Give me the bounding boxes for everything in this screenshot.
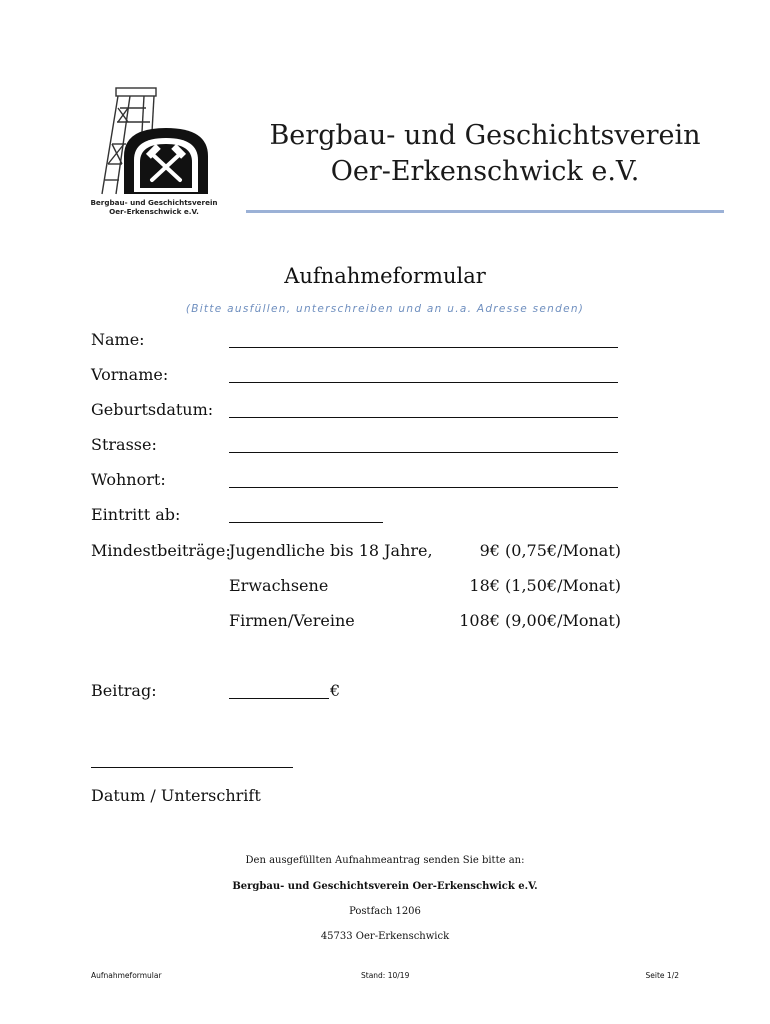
footer-instruction: Den ausgefüllten Aufnahmeantrag senden Sie bitte an:	[245, 855, 525, 866]
page-footer-right: Seite 1/2	[645, 971, 679, 980]
footer-org: Bergbau- und Geschichtsverein Oer-Erkenschwick e.V.	[232, 881, 538, 892]
signature-line[interactable]	[91, 767, 293, 768]
field-label-strasse: Strasse:	[91, 435, 157, 454]
field-label-eintritt: Eintritt ab:	[91, 505, 181, 524]
fee-amount: 18€ (1,50€/Monat)	[469, 576, 621, 595]
beitrag-label: Beitrag:	[91, 681, 157, 700]
fee-amount: 108€ (9,00€/Monat)	[459, 611, 621, 630]
field-label-geburtsdatum: Geburtsdatum:	[91, 400, 214, 419]
club-logo	[90, 84, 222, 224]
signature-label: Datum / Unterschrift	[91, 786, 261, 805]
footer-city: 45733 Oer-Erkenschwick	[320, 931, 450, 942]
fee-category: Jugendliche bis 18 Jahre,	[229, 541, 433, 560]
fee-category: Erwachsene	[229, 576, 329, 595]
header-title-line2: Oer-Erkenschwick e.V.	[330, 156, 640, 187]
header-divider	[246, 210, 724, 213]
field-label-vorname: Vorname:	[91, 365, 169, 384]
fee-amount: 9€ (0,75€/Monat)	[479, 541, 621, 560]
page-footer-center: Stand: 10/19	[361, 971, 410, 980]
wohnort-line[interactable]	[229, 487, 618, 488]
vorname-line[interactable]	[229, 382, 618, 383]
header-title-line1: Bergbau- und Geschichtsverein	[269, 120, 701, 151]
fees-label: Mindestbeiträge:	[91, 541, 231, 560]
field-label-name: Name:	[91, 330, 145, 349]
eintritt-line[interactable]	[229, 522, 383, 523]
form-instructions: (Bitte ausfüllen, unterschreiben und an u.a. Adresse senden)	[185, 303, 585, 315]
form-title: Aufnahmeformular	[284, 264, 486, 288]
mine-headframe-icon	[90, 84, 222, 202]
strasse-line[interactable]	[229, 452, 618, 453]
logo-caption-line2: Oer-Erkenschwick e.V.	[109, 207, 199, 216]
field-label-wohnort: Wohnort:	[91, 470, 166, 489]
beitrag-currency: €	[330, 681, 341, 700]
beitrag-line[interactable]	[229, 698, 329, 699]
name-line[interactable]	[229, 347, 618, 348]
fee-category: Firmen/Vereine	[229, 611, 355, 630]
footer-postbox: Postfach 1206	[349, 906, 421, 917]
page-footer-left: Aufnahmeformular	[91, 971, 162, 980]
geburtsdatum-line[interactable]	[229, 417, 618, 418]
logo-caption-line1: Bergbau- und Geschichtsverein	[90, 198, 218, 207]
